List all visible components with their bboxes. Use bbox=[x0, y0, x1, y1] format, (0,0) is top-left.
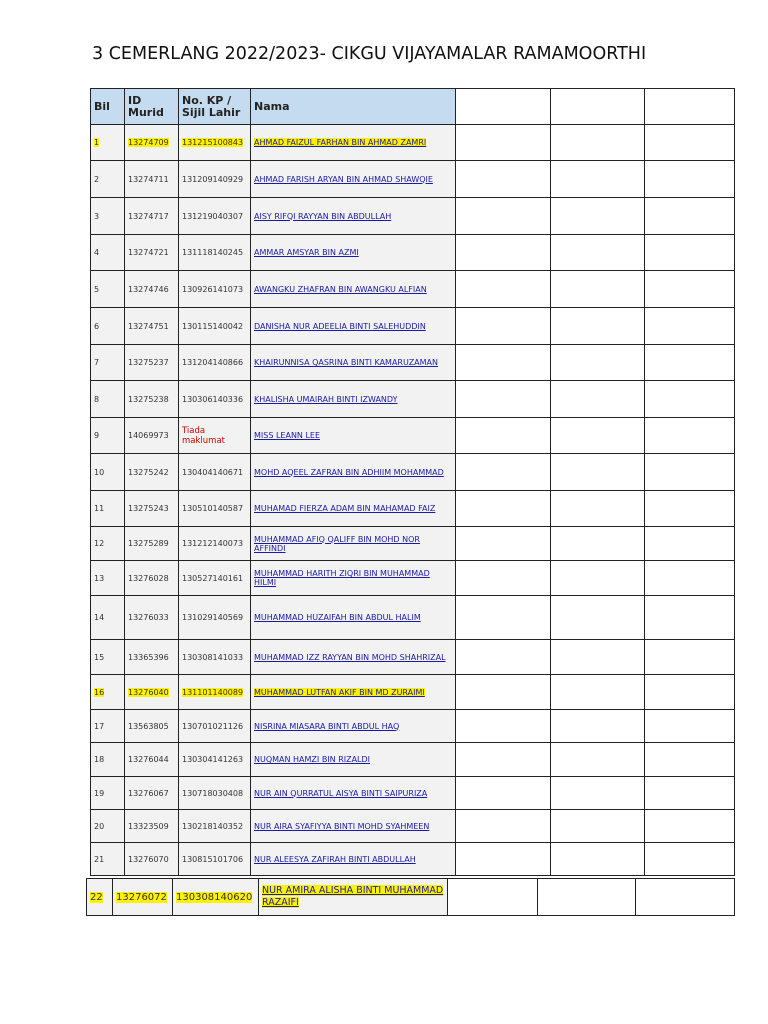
cell-bil: 6 bbox=[91, 308, 125, 345]
cell-bil: 1 bbox=[91, 125, 125, 161]
student-table bbox=[90, 88, 735, 876]
cell-blank bbox=[645, 198, 735, 235]
cell-blank bbox=[456, 161, 551, 198]
cell-kp: 131101140089 bbox=[179, 675, 251, 710]
cell-kp: 131209140929 bbox=[179, 161, 251, 198]
cell-id: 14069973 bbox=[125, 418, 179, 454]
cell-kp: 130304141263 bbox=[179, 743, 251, 777]
cell-blank bbox=[645, 640, 735, 675]
cell-nama[interactable] bbox=[251, 418, 456, 454]
cell-blank bbox=[645, 381, 735, 418]
student-name-link[interactable]: MUHAMMAD LUTFAN AKIF BIN MD ZURAIMI bbox=[254, 687, 425, 697]
cell-blank bbox=[456, 710, 551, 743]
cell-nama[interactable] bbox=[251, 125, 456, 161]
cell-bil: 9 bbox=[91, 418, 125, 454]
table-row bbox=[91, 491, 735, 527]
student-name-link[interactable]: MUHAMMAD IZZ RAYYAN BIN MOHD SHAHRIZAL bbox=[254, 652, 446, 662]
cell-bil: 14 bbox=[91, 596, 125, 640]
cell-blank bbox=[645, 161, 735, 198]
table-row bbox=[91, 640, 735, 675]
cell-blank bbox=[645, 125, 735, 161]
cell-nama[interactable] bbox=[251, 491, 456, 527]
cell-kp: 130701021126 bbox=[179, 710, 251, 743]
header-blank-3 bbox=[645, 89, 735, 125]
cell-bil: 4 bbox=[91, 235, 125, 271]
cell-id: 13563805 bbox=[125, 710, 179, 743]
cell-id: 13275242 bbox=[125, 454, 179, 491]
cell-nama[interactable] bbox=[251, 381, 456, 418]
student-name-link[interactable]: AHMAD FAIZUL FARHAN BIN AHMAD ZAMRI bbox=[254, 138, 427, 147]
cell-blank bbox=[645, 810, 735, 843]
cell-blank bbox=[551, 843, 645, 876]
cell-blank bbox=[645, 710, 735, 743]
cell-kp: 131204140866 bbox=[179, 345, 251, 381]
student-name-link[interactable]: MISS LEANN LEE bbox=[254, 431, 321, 440]
cell-blank bbox=[551, 198, 645, 235]
cell-kp: 130404140671 bbox=[179, 454, 251, 491]
student-name-link[interactable]: KHALISHA UMAIRAH BINTI IZWANDY bbox=[254, 394, 398, 404]
cell-kp: Tiada maklumat bbox=[179, 418, 251, 454]
cell-blank bbox=[645, 743, 735, 777]
last-row-table bbox=[86, 878, 735, 916]
cell-kp: 130308140620 bbox=[173, 879, 259, 916]
table-row bbox=[91, 527, 735, 561]
cell-kp: 131219040307 bbox=[179, 198, 251, 235]
cell-blank bbox=[645, 271, 735, 308]
cell-blank bbox=[456, 418, 551, 454]
cell-id: 13275237 bbox=[125, 345, 179, 381]
table-row bbox=[91, 381, 735, 418]
cell-bil: 20 bbox=[91, 810, 125, 843]
table-row bbox=[91, 345, 735, 381]
cell-blank bbox=[551, 418, 645, 454]
cell-id: 13276044 bbox=[125, 743, 179, 777]
cell-bil: 12 bbox=[91, 527, 125, 561]
cell-blank bbox=[551, 235, 645, 271]
cell-blank bbox=[551, 454, 645, 491]
cell-blank bbox=[456, 743, 551, 777]
cell-nama[interactable] bbox=[251, 271, 456, 308]
table-row bbox=[91, 454, 735, 491]
cell-blank bbox=[551, 743, 645, 777]
cell-id: 13275243 bbox=[125, 491, 179, 527]
table-row bbox=[87, 879, 735, 916]
student-name-link[interactable]: AMMAR AMSYAR BIN AZMI bbox=[254, 248, 359, 257]
cell-blank bbox=[645, 308, 735, 345]
cell-nama[interactable] bbox=[251, 675, 456, 710]
cell-blank bbox=[645, 843, 735, 876]
header-kp: No. KP / Sijil Lahir bbox=[179, 89, 251, 125]
cell-id: 13276070 bbox=[125, 843, 179, 876]
student-name-link[interactable]: DANISHA NUR ADEELIA BINTI SALEHUDDIN bbox=[254, 321, 426, 331]
table-row bbox=[91, 710, 735, 743]
cell-kp: 130218140352 bbox=[179, 810, 251, 843]
student-name-link[interactable]: AHMAD FARISH ARYAN BIN AHMAD SHAWQIE bbox=[254, 174, 433, 184]
cell-blank bbox=[645, 345, 735, 381]
student-name-link[interactable]: MUHAMAD FIERZA ADAM BIN MAHAMAD FAIZ bbox=[254, 504, 436, 513]
cell-blank bbox=[456, 561, 551, 596]
table-row bbox=[91, 596, 735, 640]
cell-blank bbox=[645, 491, 735, 527]
cell-blank bbox=[645, 561, 735, 596]
cell-id: 13276033 bbox=[125, 596, 179, 640]
cell-blank bbox=[456, 596, 551, 640]
header-bil: Bil bbox=[91, 89, 125, 125]
student-name-link[interactable]: NUQMAN HAMZI BIN RIZALDI bbox=[254, 755, 371, 764]
cell-blank bbox=[551, 381, 645, 418]
header-nama: Nama bbox=[251, 89, 456, 125]
table-row bbox=[91, 810, 735, 843]
cell-blank bbox=[456, 843, 551, 876]
student-name-link[interactable]: NUR AMIRA ALISHA BINTI MUHAMMAD RAZAIFI bbox=[262, 885, 444, 908]
cell-bil: 17 bbox=[91, 710, 125, 743]
cell-bil: 22 bbox=[87, 879, 113, 916]
cell-blank bbox=[645, 596, 735, 640]
cell-blank bbox=[551, 596, 645, 640]
cell-nama[interactable] bbox=[251, 777, 456, 810]
cell-blank bbox=[551, 675, 645, 710]
cell-blank bbox=[645, 527, 735, 561]
cell-blank bbox=[645, 777, 735, 810]
cell-blank bbox=[456, 235, 551, 271]
cell-bil: 13 bbox=[91, 561, 125, 596]
table-row bbox=[91, 843, 735, 876]
cell-nama[interactable] bbox=[251, 161, 456, 198]
cell-blank bbox=[551, 491, 645, 527]
cell-bil: 15 bbox=[91, 640, 125, 675]
cell-blank bbox=[456, 640, 551, 675]
cell-blank bbox=[551, 777, 645, 810]
cell-kp: 130926141073 bbox=[179, 271, 251, 308]
student-name-link[interactable]: KHAIRUNNISA QASRINA BINTI KAMARUZAMAN bbox=[254, 358, 439, 367]
cell-blank bbox=[456, 675, 551, 710]
student-name-link[interactable]: AWANGKU ZHAFRAN BIN AWANGKU ALFIAN bbox=[254, 284, 427, 294]
cell-nama[interactable] bbox=[251, 527, 456, 561]
cell-blank bbox=[551, 640, 645, 675]
cell-kp: 131212140073 bbox=[179, 527, 251, 561]
student-name-link[interactable]: MUHAMMAD HUZAIFAH BIN ABDUL HALIM bbox=[254, 613, 421, 622]
cell-nama[interactable] bbox=[251, 308, 456, 345]
cell-nama[interactable] bbox=[251, 596, 456, 640]
cell-bil: 18 bbox=[91, 743, 125, 777]
cell-kp: 130815101706 bbox=[179, 843, 251, 876]
header-id: ID Murid bbox=[125, 89, 179, 125]
cell-blank bbox=[538, 879, 636, 916]
student-name-link[interactable]: NUR AIN QURRATUL AISYA BINTI SAIPURIZA bbox=[254, 788, 428, 798]
cell-blank bbox=[645, 675, 735, 710]
cell-blank bbox=[456, 810, 551, 843]
cell-kp: 130115140042 bbox=[179, 308, 251, 345]
table-row bbox=[91, 125, 735, 161]
cell-blank bbox=[551, 345, 645, 381]
cell-blank bbox=[456, 345, 551, 381]
cell-blank bbox=[456, 308, 551, 345]
cell-nama[interactable] bbox=[251, 454, 456, 491]
cell-blank bbox=[456, 198, 551, 235]
table-row bbox=[91, 743, 735, 777]
cell-id: 13323509 bbox=[125, 810, 179, 843]
table-row bbox=[91, 161, 735, 198]
cell-blank bbox=[456, 491, 551, 527]
cell-nama[interactable] bbox=[251, 810, 456, 843]
cell-blank bbox=[551, 527, 645, 561]
cell-bil: 3 bbox=[91, 198, 125, 235]
cell-id: 13276072 bbox=[113, 879, 173, 916]
cell-id: 13274711 bbox=[125, 161, 179, 198]
table-row bbox=[91, 675, 735, 710]
cell-nama[interactable] bbox=[251, 640, 456, 675]
cell-nama[interactable] bbox=[251, 743, 456, 777]
cell-id: 13275238 bbox=[125, 381, 179, 418]
cell-bil: 10 bbox=[91, 454, 125, 491]
cell-blank bbox=[551, 561, 645, 596]
cell-blank bbox=[456, 125, 551, 161]
cell-kp: 130306140336 bbox=[179, 381, 251, 418]
cell-kp: 130718030408 bbox=[179, 777, 251, 810]
cell-bil: 11 bbox=[91, 491, 125, 527]
cell-blank bbox=[456, 527, 551, 561]
table-row bbox=[91, 271, 735, 308]
cell-nama[interactable] bbox=[251, 198, 456, 235]
cell-kp: 130308141033 bbox=[179, 640, 251, 675]
cell-id: 13275289 bbox=[125, 527, 179, 561]
cell-bil: 8 bbox=[91, 381, 125, 418]
cell-bil: 16 bbox=[91, 675, 125, 710]
cell-nama[interactable] bbox=[251, 561, 456, 596]
header-blank-2 bbox=[551, 89, 645, 125]
header-row bbox=[91, 89, 735, 125]
cell-blank bbox=[551, 710, 645, 743]
student-name-link[interactable]: NISRINA MIASARA BINTI ABDUL HAQ bbox=[254, 721, 400, 731]
cell-blank bbox=[551, 271, 645, 308]
cell-blank bbox=[456, 271, 551, 308]
student-name-link[interactable]: NUR ALEESYA ZAFIRAH BINTI ABDULLAH bbox=[254, 854, 416, 864]
table-row bbox=[91, 308, 735, 345]
cell-id: 13274721 bbox=[125, 235, 179, 271]
cell-id: 13276040 bbox=[125, 675, 179, 710]
cell-kp: 131118140245 bbox=[179, 235, 251, 271]
cell-blank bbox=[636, 879, 735, 916]
cell-blank bbox=[456, 454, 551, 491]
student-name-link[interactable]: MOHD AQEEL ZAFRAN BIN ADHIIM MOHAMMAD bbox=[254, 467, 444, 477]
cell-blank bbox=[551, 810, 645, 843]
cell-kp: 131215100843 bbox=[179, 125, 251, 161]
cell-blank bbox=[645, 454, 735, 491]
cell-id: 13274751 bbox=[125, 308, 179, 345]
cell-nama[interactable] bbox=[251, 843, 456, 876]
student-name-link[interactable]: MUHAMMAD AFIQ QALIFF BIN MOHD NOR AFFINDI bbox=[254, 534, 420, 553]
cell-nama[interactable] bbox=[259, 879, 448, 916]
page-title: 3 CEMERLANG 2022/2023- CIKGU VIJAYAMALAR RAMAMOORTHI bbox=[92, 44, 647, 64]
cell-bil: 21 bbox=[91, 843, 125, 876]
cell-bil: 19 bbox=[91, 777, 125, 810]
table-row bbox=[91, 418, 735, 454]
cell-id: 13274717 bbox=[125, 198, 179, 235]
cell-id: 13365396 bbox=[125, 640, 179, 675]
cell-id: 13274709 bbox=[125, 125, 179, 161]
student-name-link[interactable]: AISY RIFQI RAYYAN BIN ABDULLAH bbox=[254, 211, 392, 221]
cell-nama[interactable] bbox=[251, 235, 456, 271]
cell-kp: 131029140569 bbox=[179, 596, 251, 640]
cell-blank bbox=[551, 161, 645, 198]
cell-kp: 130510140587 bbox=[179, 491, 251, 527]
cell-bil: 7 bbox=[91, 345, 125, 381]
cell-blank bbox=[448, 879, 538, 916]
cell-blank bbox=[645, 418, 735, 454]
table-row bbox=[91, 777, 735, 810]
cell-bil: 2 bbox=[91, 161, 125, 198]
cell-blank bbox=[551, 308, 645, 345]
student-name-link[interactable]: NUR AIRA SYAFIYYA BINTI MOHD SYAHMEEN bbox=[254, 821, 430, 831]
header-blank-1 bbox=[456, 89, 551, 125]
cell-kp: 130527140161 bbox=[179, 561, 251, 596]
table-row bbox=[91, 235, 735, 271]
cell-nama[interactable] bbox=[251, 345, 456, 381]
cell-blank bbox=[456, 777, 551, 810]
cell-id: 13276028 bbox=[125, 561, 179, 596]
cell-bil: 5 bbox=[91, 271, 125, 308]
table-row bbox=[91, 198, 735, 235]
student-name-link[interactable]: MUHAMMAD HARITH ZIQRI BIN MUHAMMAD HILMI bbox=[254, 569, 430, 587]
cell-blank bbox=[456, 381, 551, 418]
cell-blank bbox=[645, 235, 735, 271]
table-row bbox=[91, 561, 735, 596]
cell-id: 13276067 bbox=[125, 777, 179, 810]
cell-id: 13274746 bbox=[125, 271, 179, 308]
cell-nama[interactable] bbox=[251, 710, 456, 743]
cell-blank bbox=[551, 125, 645, 161]
